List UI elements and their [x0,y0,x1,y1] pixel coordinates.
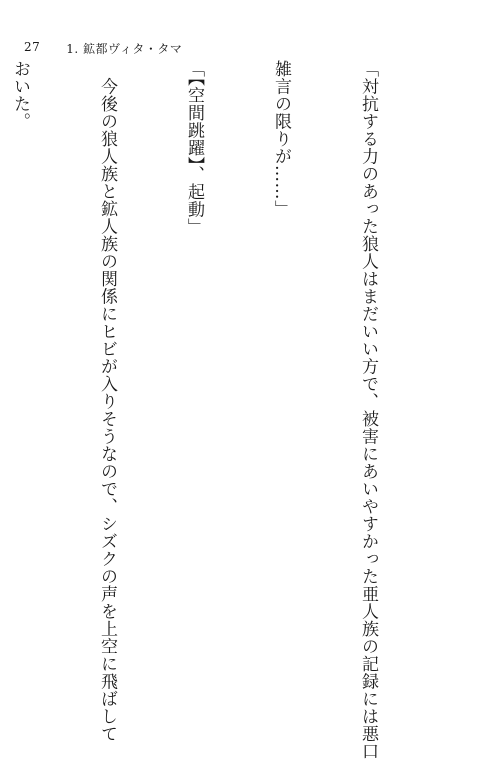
text-line: 「【空間跳躍】、起動」 [184,60,204,236]
chapter-title: 1. 鉱都ヴィタ・タマ [66,42,183,56]
page-header [24,40,182,57]
text-line: 雑言の限りが……」 [271,60,291,218]
text-line: 「対抗する力のあった狼人はまだいい方で、被害にあいやすかった亜人族の記録には悪口 [358,60,378,760]
text-line: 今後の狼人族と鉱人族の関係にヒビが入りそうなので、シズクの声を上空に飛ばして [97,60,117,743]
page-number: 27 [24,40,41,54]
text-line: おいた。 [10,60,30,130]
vertical-body-text [10,60,440,760]
